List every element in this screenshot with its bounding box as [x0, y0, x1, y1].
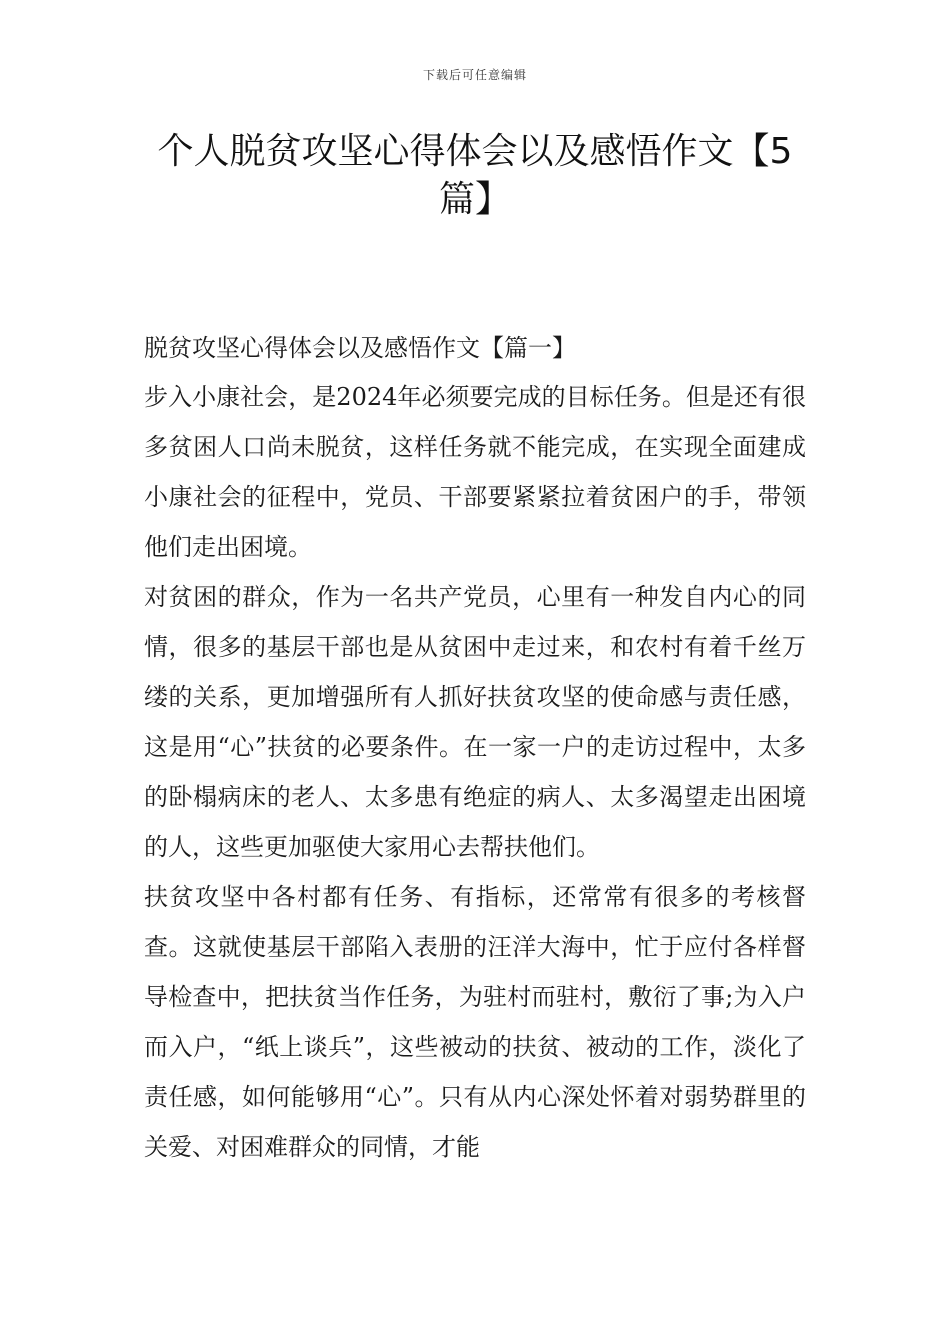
section-heading: 脱贫攻坚心得体会以及感悟作文【篇一】 [144, 334, 576, 362]
paragraph-2: 对贫困的群众，作为一名共产党员，心里有一种发自内心的同情，很多的基层干部也是从贫困中走过来，和农村有着千丝万缕的关系，更加增强所有人抓好扶贫攻坚的使命感与责任感，这是用“心”扶贫的必要条件。在一家一户的走访过程中，太多的卧榻病床的老人、太多患有绝症的病人、太多渴望走出困境的人，这些更加驱使大家用心去帮扶他们。 [144, 583, 806, 861]
document-title: 个人脱贫攻坚心得体会以及感悟作文【5篇】 [157, 131, 793, 220]
header-note: 下载后可任意编辑 [422, 68, 527, 82]
paragraph-1: 步入小康社会，是2024年必须要完成的目标任务。但是还有很多贫困人口尚未脱贫，这样任务就不能完成，在实现全面建成小康社会的征程中，党员、干部要紧紧拉着贫困户的手，带领他们走出困境。 [144, 383, 806, 561]
paragraph-3: 扶贫攻坚中各村都有任务、有指标，还常常有很多的考核督查。这就使基层干部陷入表册的汪洋大海中，忙于应付各样督导检查中，把扶贫当作任务，为驻村而驻村，敷衍了事;为入户而入户，“纸上谈兵”，这些被动的扶贫、被动的工作，淡化了责任感，如何能够用“心”。只有从内心深处怀着对弱势群里的关爱、对困难群众的同情，才能 [144, 883, 806, 1161]
document-body [144, 330, 806, 1172]
